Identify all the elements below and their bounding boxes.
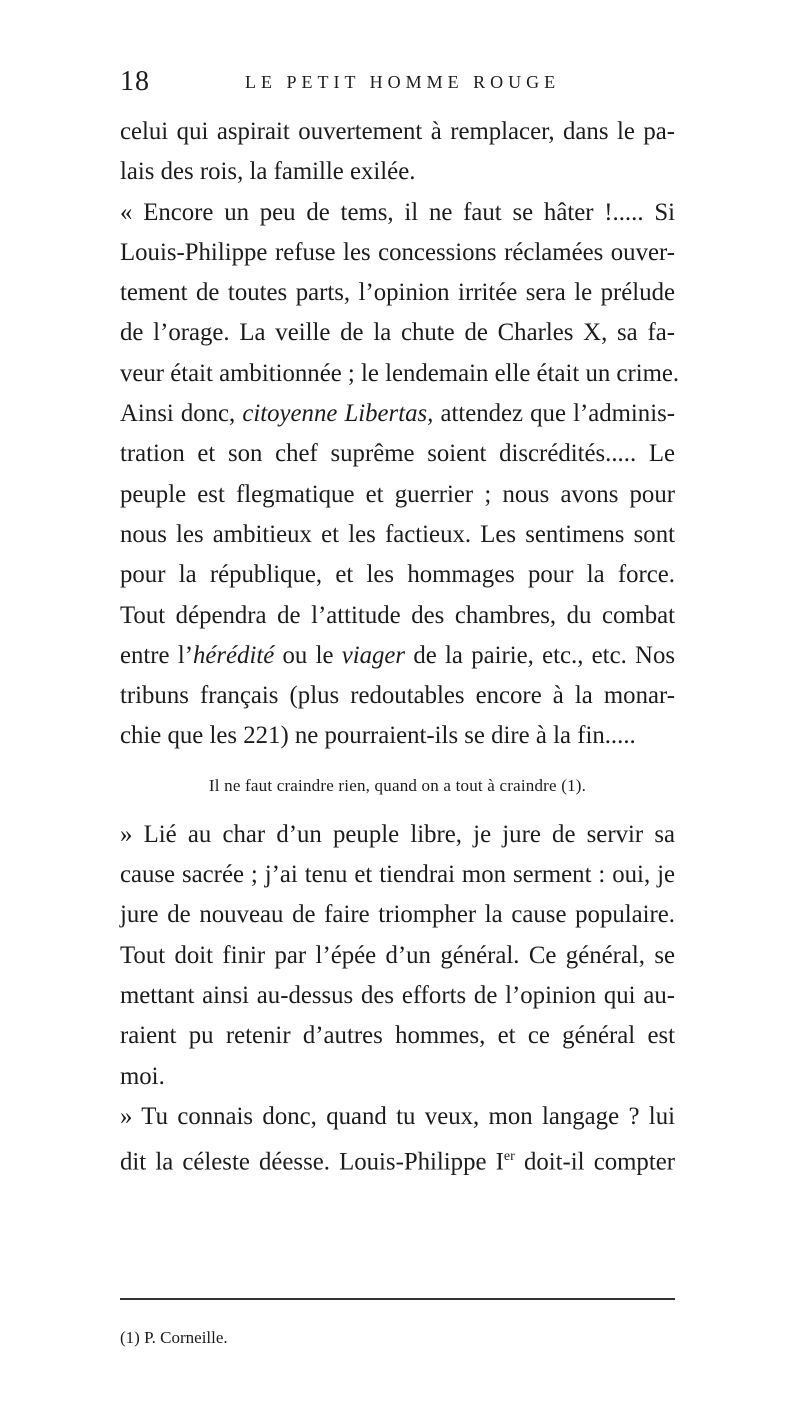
text-line-final <box>120 1137 675 1177</box>
footnote-rule <box>120 1298 675 1300</box>
text-line: celui qui aspirait ouvertement à remplacer, dans le pa- <box>120 118 675 145</box>
text-line: Louis-Philippe refuse les concessions réclamées ouver- <box>120 238 675 266</box>
text-line: tration et son chef suprême soient discrédités..... Le <box>120 440 675 468</box>
epigraph: Il ne faut craindre rien, quand on a tout à craindre (1). <box>208 775 587 795</box>
text-line-ainsi <box>120 394 675 434</box>
text-line: de l’orage. La veille de la chute de Charles X, sa fa- <box>120 319 675 347</box>
text-line: jure de nouveau de faire triompher la cause populaire. <box>120 901 675 929</box>
footnote: (1) P. Corneille. <box>120 1328 228 1347</box>
italic-span: hérédité <box>192 641 275 669</box>
page-header <box>120 66 680 106</box>
page-number: 18 <box>120 66 150 97</box>
body-text <box>120 112 680 1177</box>
text-line: cause sacrée ; j’ai tenu et tiendrai mon serment : oui, je <box>120 861 675 889</box>
text-line: lais des rois, la famille exilée. <box>120 158 416 186</box>
text-line: » Tu connais donc, quand tu veux, mon langage ? lui <box>120 1102 675 1130</box>
text-line: Tout dépendra de l’attitude des chambres, du combat <box>120 601 675 629</box>
text-line: mettant ainsi au-dessus des efforts de l’opinion qui au- <box>120 981 675 1009</box>
italic-span: citoyenne Libertas, <box>242 400 434 428</box>
superscript: er <box>503 1149 515 1165</box>
text-span: entre l’ <box>120 641 193 669</box>
text-line: Tout doit finir par l’épée d’un général. Ce général, se <box>120 941 675 969</box>
italic-span: viager <box>341 641 406 669</box>
text-span: dit la céleste déesse. Louis-Philippe I <box>120 1148 504 1176</box>
text-span: ou le <box>274 641 342 669</box>
text-line: » Lié au char d’un peuple libre, je jure de servir sa <box>120 820 675 848</box>
text-span: de la pairie, etc., etc. Nos <box>405 641 676 669</box>
text-line: chie que les 221) ne pourraient-ils se dire à la fin..... <box>120 722 636 750</box>
text-line: veur était ambitionnée ; le lendemain elle était un crime. <box>120 359 680 387</box>
text-span: doit-il compter <box>514 1148 675 1176</box>
text-line: raient pu retenir d’autres hommes, et ce général est <box>120 1022 675 1050</box>
text-line: moi. <box>120 1062 165 1090</box>
text-line: tribuns français (plus redoutables encore à la monar- <box>120 682 675 710</box>
text-line: nous les ambitieux et les factieux. Les sentimens sont <box>120 520 675 548</box>
running-title: LE PETIT HOMME ROUGE <box>245 72 561 92</box>
text-span: attendez que l’adminis- <box>433 400 675 428</box>
text-line-heredite <box>120 636 675 676</box>
text-line: peuple est flegmatique et guerrier ; nous avons pour <box>120 480 675 508</box>
text-span: Ainsi donc, <box>120 400 243 428</box>
text-line: pour la république, et les hommages pour la force. <box>120 561 675 589</box>
text-line: tement de toutes parts, l’opinion irritée sera le prélude <box>120 279 675 307</box>
text-line: « Encore un peu de tems, il ne faut se hâter !..... Si <box>120 198 675 226</box>
